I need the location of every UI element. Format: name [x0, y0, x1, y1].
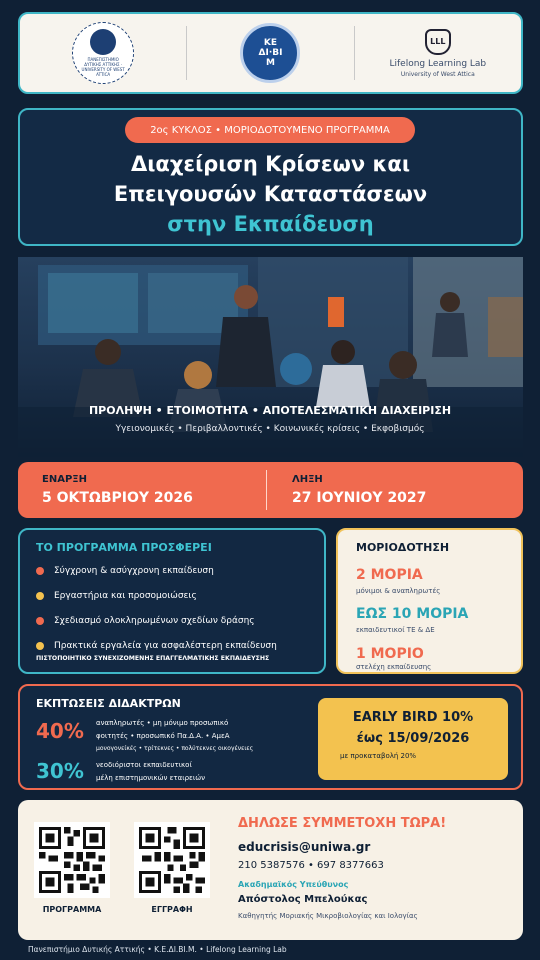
qr-program-label: ΠΡΟΓΡΑΜΜΑ: [42, 905, 102, 914]
list-item: Σύγχρονη & ασύγχρονη εκπαίδευση: [36, 566, 214, 576]
qr-register-label: ΕΓΓΡΑΦΗ: [151, 905, 193, 914]
uwa-logo: [72, 22, 134, 84]
page-title-line3: στην Εκπαίδευση: [167, 212, 374, 236]
certificate-note: ΠΙΣΤΟΠΟΙΗΤΙΚΟ ΣΥΝΕΧΙΖΟΜΕΝΗΣ ΕΠΑΓΓΕΛΜΑΤΙΚΗΣ ΕΚΠΑΙΔΕΥΣΗΣ: [36, 655, 270, 662]
qr-code-icon: [139, 827, 205, 893]
page-title-line2: Επειγουσών Καταστάσεων: [113, 182, 428, 206]
credit-desc: εκπαιδευτικοί ΤΕ & ΔΕ: [356, 626, 435, 634]
offers-heading: ΤΟ ΠΡΟΓΡΑΜΜΑ ΠΡΟΣΦΕΡΕΙ: [36, 541, 212, 554]
credit-desc: μόνιμοι & αναπληρωτές: [356, 587, 441, 595]
list-item: Πρακτικά εργαλεία για ασφαλέστερη εκπαίδευση: [36, 641, 277, 651]
qr-code-register[interactable]: [134, 822, 210, 898]
logos-bar: [18, 12, 523, 94]
lll-logo: [389, 29, 486, 78]
discounts-heading: ΕΚΠΤΩΣΕΙΣ ΔΙΔΑΚΤΡΩΝ: [36, 697, 181, 710]
list-item: Σχεδιασμό ολοκληρωμένων σχεδίων δράσης: [36, 616, 255, 626]
academic-name: Απόστολος Μπελούκας: [238, 894, 368, 905]
early-bird-title: EARLY BIRD 10%: [352, 710, 474, 725]
early-bird-note: με προκαταβολή 20%: [340, 752, 417, 760]
end-label: ΛΗΞΗ: [292, 474, 323, 485]
qr-code-icon: [39, 827, 105, 893]
credit-value: 2 ΜΟΡΙΑ: [356, 567, 423, 583]
early-bird-deadline: έως 15/09/2026: [356, 731, 470, 746]
page-title-line1: Διαχείριση Κρίσεων και: [130, 152, 411, 176]
academic-role: Ακαδημαϊκός Υπεύθυνος: [238, 880, 349, 889]
footer-text: Πανεπιστήμιο Δυτικής Αττικής • Κ.Ε.ΔΙ.ΒΙ.Μ. • Lifelong Learning Lab: [28, 945, 287, 954]
credit-value: ΕΩΣ 10 ΜΟΡΙΑ: [356, 606, 469, 622]
lll-subtitle: University of West Attica: [400, 70, 475, 78]
credit-desc: στελέχη εκπαίδευσης: [356, 663, 432, 671]
cycle-pill: 2ος ΚΥΚΛΟΣ • ΜΟΡΙΟΔΟΤΟΥΜΕΝΟ ΠΡΟΓΡΑΜΜΑ: [125, 117, 415, 143]
credits-heading: ΜΟΡΙΟΔΟΤΗΣΗ: [356, 541, 450, 554]
shield-icon: LLL: [425, 29, 451, 55]
discount-40: 40%: [36, 719, 84, 743]
contact-email[interactable]: educrisis@uniwa.gr: [238, 840, 371, 854]
end-date: 27 ΙΟΥΝΙΟΥ 2027: [292, 490, 427, 506]
contact-phone[interactable]: 210 5387576 • 697 8377663: [238, 860, 384, 871]
academic-title: Καθηγητής Μοριακής Μικροβιολογίας και Ιολογίας: [238, 912, 418, 920]
discount-30: 30%: [36, 759, 84, 783]
bullet-icon: [36, 567, 44, 575]
signup-cta[interactable]: ΔΗΛΩΣΕ ΣΥΜΜΕΤΟΧΗ ΤΩΡΑ!: [238, 816, 447, 831]
bullet-icon: [36, 617, 44, 625]
uwa-logo-text: ΠΑΝΕΠΙΣΤΗΜΙΟ ΔΥΤΙΚΗΣ ΑΤΤΙΚΗΣ · UNIVERSITY OF WEST ATTICA: [81, 57, 125, 77]
dates-divider: [266, 470, 267, 510]
start-label: ΕΝΑΡΞΗ: [42, 474, 87, 485]
bullet-icon: [36, 592, 44, 600]
crisis-types: Υγειονομικές • Περιβαλλοντικές • Κοινωνικές κρίσεις • Εκφοβισμός: [115, 424, 425, 434]
kedivim-logo: ΚΕ ΔΙ·ΒΙ Μ: [240, 23, 300, 83]
bullet-icon: [36, 642, 44, 650]
list-item: Εργαστήρια και προσομοιώσεις: [36, 591, 197, 601]
lll-title: Lifelong Learning Lab: [389, 58, 487, 69]
credit-value: 1 ΜΟΡΙΟ: [356, 646, 424, 662]
tagline: ΠΡΟΛΗΨΗ • ΕΤΟΙΜΟΤΗΤΑ • ΑΠΟΤΕΛΕΣΜΑΤΙΚΗ ΔΙΑΧΕΙΡΙΣΗ: [88, 404, 452, 417]
qr-code-program[interactable]: [34, 822, 110, 898]
start-date: 5 ΟΚΤΩΒΡΙΟΥ 2026: [42, 490, 193, 506]
